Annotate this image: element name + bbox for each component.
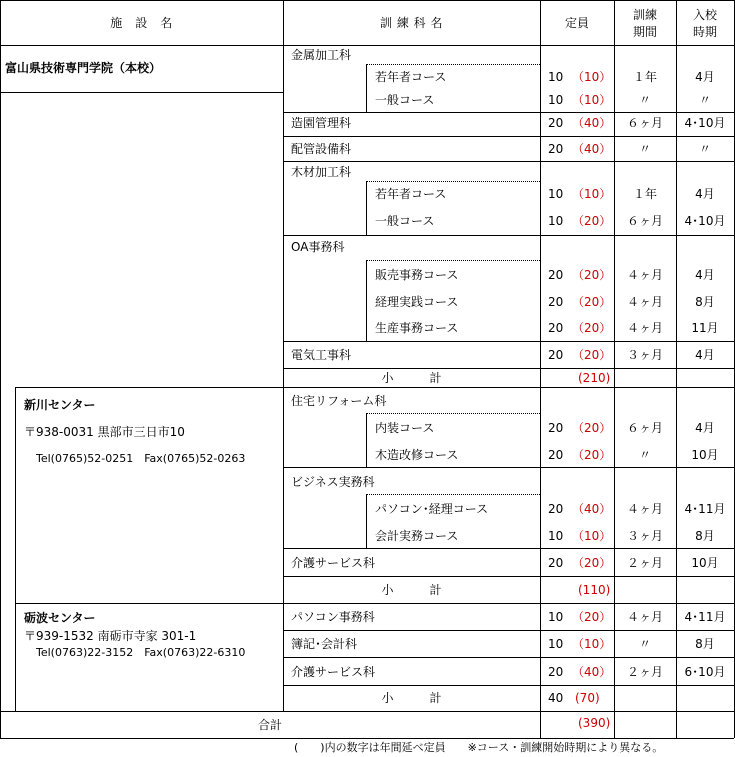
course-label: 生産事務コース	[375, 321, 459, 335]
total-label: 合計	[257, 718, 282, 732]
header-start-1: 入校	[692, 8, 717, 22]
start-value: 6･10月	[684, 665, 726, 679]
start-value: 4･11月	[684, 610, 726, 624]
capacity-value: 20	[548, 348, 564, 362]
start-value: 4･10月	[684, 214, 726, 228]
period-value: ４ヶ月	[626, 295, 663, 309]
course-label: 若年者コース	[375, 70, 447, 84]
start-value: 4月	[695, 70, 715, 84]
capacity-value: 10	[548, 187, 564, 201]
period-value: 〃	[638, 142, 651, 156]
dept-label: 介護サービス科	[291, 556, 376, 570]
annual-capacity: （10）	[572, 187, 612, 201]
course-label: 一般コース	[375, 214, 435, 228]
capacity-value: 20	[548, 116, 564, 130]
start-value: 4･10月	[684, 116, 726, 130]
capacity-value: 10	[548, 214, 564, 228]
subtotal-value: (210)	[578, 371, 611, 385]
annual-capacity: （20）	[572, 610, 612, 624]
dept-label: 金属加工科	[291, 48, 352, 62]
dept-label: OA事務科	[291, 240, 345, 254]
dept-label: パソコン事務科	[291, 610, 375, 624]
start-value: 10月	[691, 448, 719, 462]
course-label: 販売事務コース	[375, 268, 459, 282]
footnote: ( )内の数字は年間延べ定員 ※コース・訓練開始時期により異なる。	[294, 741, 664, 754]
niikawa-phone: Tel(0765)52-0251 Fax(0765)52-0263	[36, 452, 246, 465]
period-value: ６ヶ月	[626, 214, 663, 228]
period-value: ６ヶ月	[626, 116, 663, 130]
total-value: (390)	[578, 716, 611, 730]
annual-capacity: （20）	[572, 295, 612, 309]
capacity-value: 20	[548, 502, 564, 516]
period-value: ３ヶ月	[626, 348, 663, 362]
period-value: ３ヶ月	[626, 529, 663, 543]
annual-capacity: （10）	[572, 70, 612, 84]
period-value: １年	[632, 187, 657, 201]
capacity-value: 10	[548, 93, 564, 107]
start-value: 8月	[695, 529, 715, 543]
header-start-2: 時期	[692, 25, 717, 39]
capacity-value: 20	[548, 665, 564, 679]
annual-capacity: （20）	[572, 348, 612, 362]
start-value: 4月	[695, 187, 715, 201]
annual-capacity: （40）	[572, 142, 612, 156]
start-value: 4月	[695, 348, 715, 362]
tonami-phone: Tel(0763)22-3152 Fax(0763)22-6310	[36, 646, 246, 659]
start-value: 8月	[695, 637, 715, 651]
capacity-value: 20	[548, 295, 564, 309]
dept-label: ビジネス実務科	[291, 475, 375, 489]
start-value: 10月	[691, 556, 719, 570]
period-value: ６ヶ月	[626, 421, 663, 435]
start-value: 〃	[698, 93, 711, 107]
capacity-value: 20	[548, 421, 564, 435]
capacity-value: 10	[548, 637, 564, 651]
course-label: 内装コース	[375, 421, 435, 435]
period-value: １年	[632, 70, 657, 84]
period-value: ４ヶ月	[626, 610, 663, 624]
annual-capacity: （20）	[572, 556, 612, 570]
annual-capacity: （10）	[572, 529, 612, 543]
annual-capacity: （20）	[572, 321, 612, 335]
subtotal-value: (70)	[575, 691, 600, 705]
period-value: 〃	[638, 637, 651, 651]
dept-label: 配管設備科	[291, 142, 352, 156]
start-value: 11月	[691, 321, 719, 335]
course-label: 木造改修コース	[375, 448, 459, 462]
start-value: 4･11月	[684, 502, 726, 516]
period-value: ４ヶ月	[626, 502, 663, 516]
dept-label: 介護サービス科	[291, 665, 376, 679]
dept-label: 簿記･会計科	[291, 637, 358, 651]
dept-label: 木材加工科	[291, 165, 352, 179]
capacity-value: 10	[548, 610, 564, 624]
subtotal-label: 小 計	[381, 371, 442, 385]
capacity-value: 10	[548, 529, 564, 543]
annual-capacity: （40）	[572, 116, 612, 130]
annual-capacity: （40）	[572, 502, 612, 516]
dept-label: 住宅リフォーム科	[291, 394, 387, 408]
header-facility: 施 設 名	[110, 16, 173, 30]
period-value: 〃	[638, 448, 651, 462]
main-school-name: 富山県技術専門学院（本校）	[5, 61, 162, 75]
header-period-1: 訓練	[632, 8, 657, 22]
period-value: ２ヶ月	[626, 665, 663, 679]
dept-label: 電気工事科	[291, 348, 352, 362]
course-label: パソコン･経理コース	[375, 502, 489, 516]
subtotal-label: 小 計	[381, 691, 442, 705]
subtotal-capacity: 40	[548, 691, 564, 705]
annual-capacity: （10）	[572, 637, 612, 651]
tonami-center-name: 砺波センター	[24, 611, 96, 625]
capacity-value: 10	[548, 70, 564, 84]
niikawa-center-name: 新川センター	[24, 398, 96, 412]
course-label: 会計実務コース	[375, 529, 459, 543]
course-label: 一般コース	[375, 93, 435, 107]
start-value: 4月	[695, 421, 715, 435]
period-value: ４ヶ月	[626, 268, 663, 282]
course-label: 経理実践コース	[375, 295, 459, 309]
annual-capacity: （20）	[572, 268, 612, 282]
dept-label: 造園管理科	[291, 116, 352, 130]
annual-capacity: （20）	[572, 448, 612, 462]
course-label: 若年者コース	[375, 187, 447, 201]
start-value: 4月	[695, 268, 715, 282]
capacity-value: 20	[548, 321, 564, 335]
subtotal-label: 小 計	[381, 583, 442, 597]
capacity-value: 20	[548, 448, 564, 462]
header-period-2: 期間	[632, 25, 657, 39]
capacity-value: 20	[548, 268, 564, 282]
capacity-value: 20	[548, 142, 564, 156]
annual-capacity: （10）	[572, 93, 612, 107]
period-value: ４ヶ月	[626, 321, 663, 335]
annual-capacity: （20）	[572, 214, 612, 228]
period-value: ２ヶ月	[626, 556, 663, 570]
annual-capacity: （20）	[572, 421, 612, 435]
niikawa-address: 〒938-0031 黒部市三日市10	[24, 425, 185, 439]
capacity-value: 20	[548, 556, 564, 570]
header-course: 訓 練 科 名	[380, 16, 443, 30]
tonami-address: 〒939-1532 南砺市寺家 301-1	[24, 629, 197, 643]
start-value: 〃	[698, 142, 711, 156]
start-value: 8月	[695, 295, 715, 309]
annual-capacity: （40）	[572, 665, 612, 679]
subtotal-value: (110)	[578, 583, 611, 597]
header-capacity: 定員	[564, 16, 589, 30]
period-value: 〃	[638, 93, 651, 107]
